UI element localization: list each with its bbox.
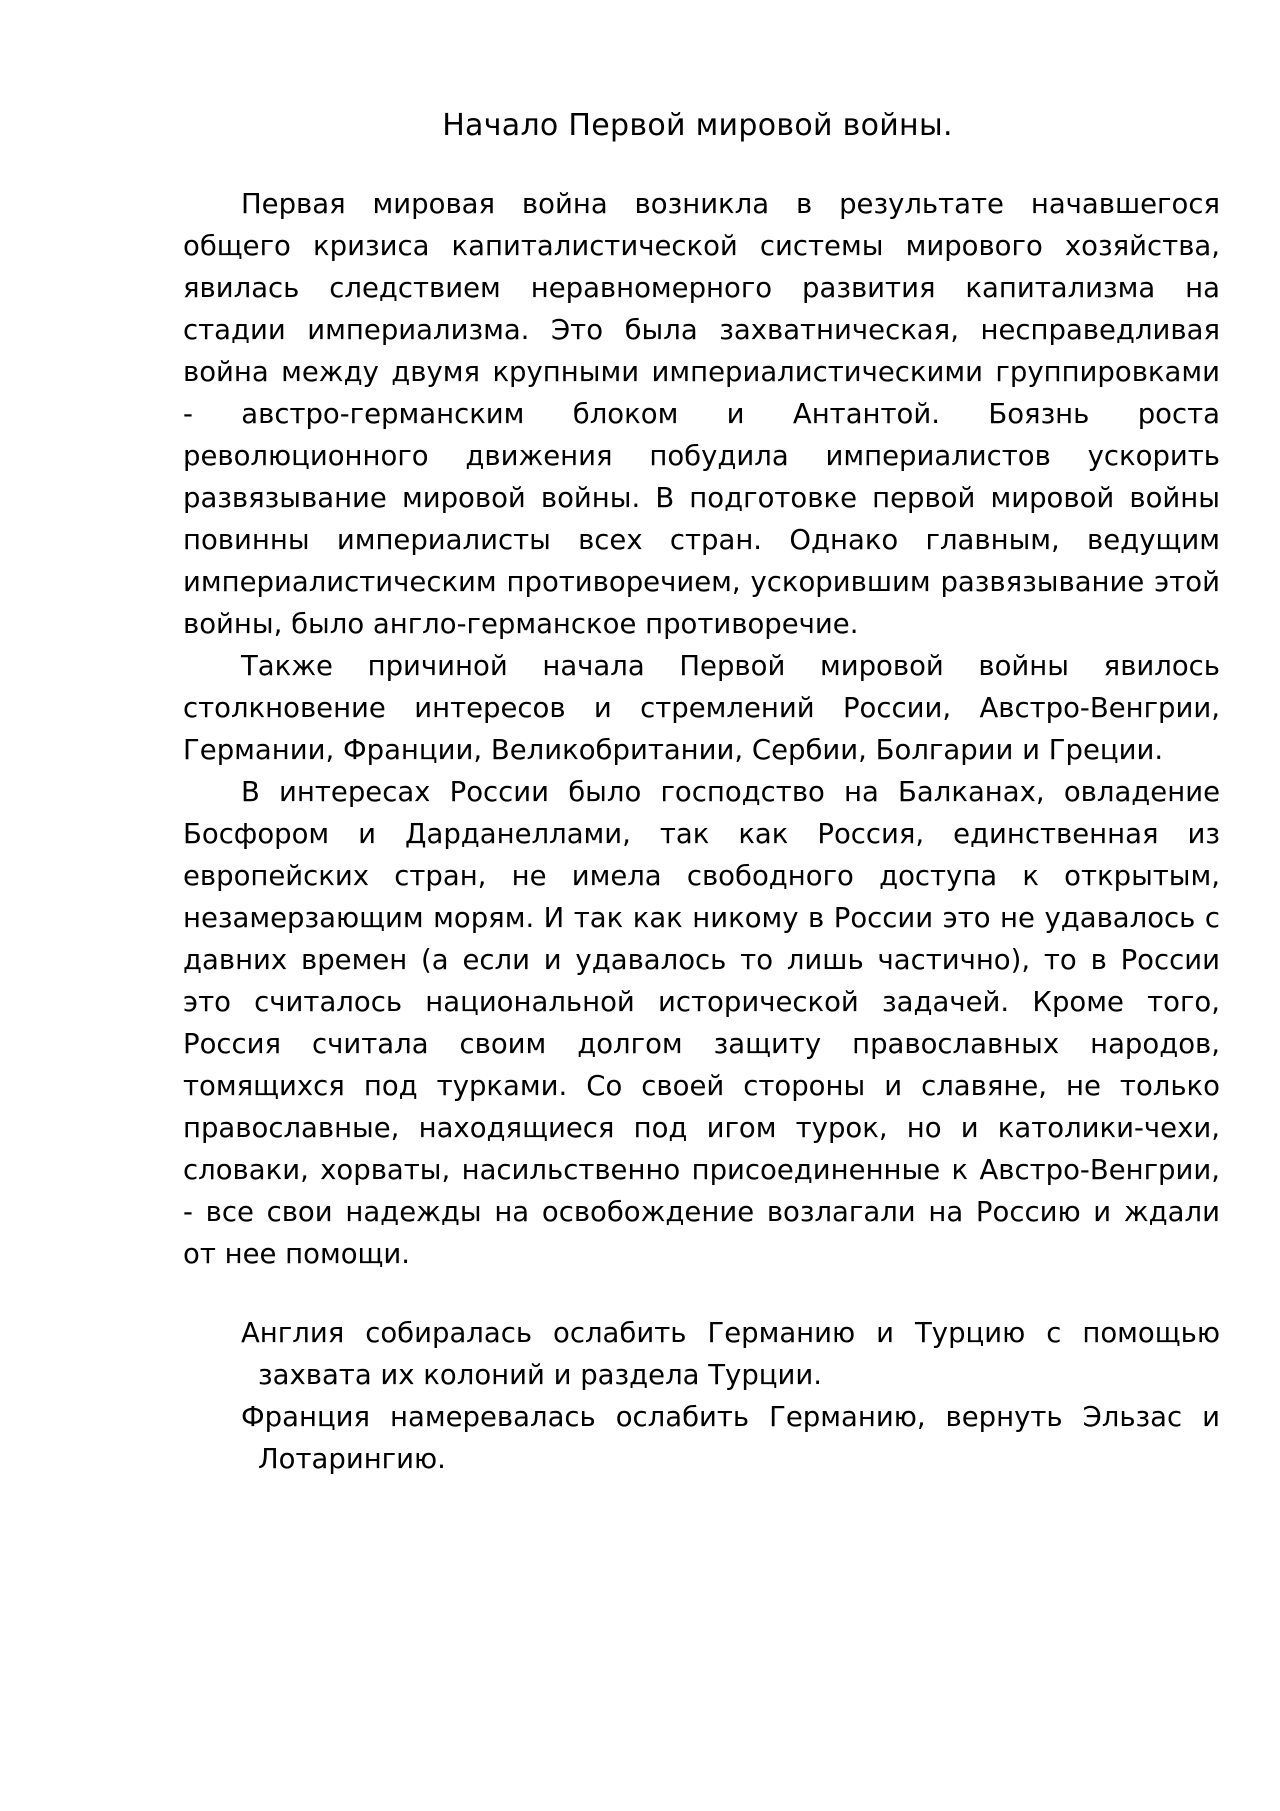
paragraph-causes: Первая мировая война возникла в результате начавшегося общего кризиса капиталистической системы мирового хозяйства, явилась следствием неравномерного развития капитализма на стадии империализма. Это была захватническая, несправедливая война между двумя крупными империалистическими группировками - австро-германским блоком и Антантой. Боязнь роста революционного движения побудила империалистов ускорить развязывание мировой войны. В подготовке первой мировой войны повинны империалисты всех стран. Однако главным, ведущим империалистическим противоречием, ускорившим развязывание этой войны, было англо-германское противоречие. <box>183 188 1220 640</box>
page-title: Начало Первой мировой войны. <box>442 108 953 143</box>
list-item-england-text: Англия собиралась ослабить Германию и Турцию с помощью захвата их колоний и раздела Турции. <box>241 1317 1220 1391</box>
document-body <box>183 183 1220 1480</box>
list-item-france-text: Франция намеревалась ослабить Германию, вернуть Эльзас и Лотарингию. <box>241 1401 1220 1475</box>
list-item-france <box>241 1396 1220 1480</box>
paragraph-russia-interests: В интересах России было господство на Балканах, овладение Босфором и Дарданеллами, так как Россия, единственная из европейских стран, не имела свободного доступа к открытым, незамерзающим морям. И так как никому в России это не удавалось с давних времен (а если и удавалось то лишь частично), то в России это считалось национальной исторической задачей. Кроме того, Россия считала своим долгом защиту православных народов, томящихся под турками. Со своей стороны и славяне, не только православные, находящиеся под игом турок, но и католики-чехи, словаки, хорваты, насильственно присоединенные к Австро-Венгрии, - все свои надежды на освобождение возлагали на Россию и ждали от нее помощи. <box>183 776 1220 1270</box>
country-goals-list <box>183 1312 1220 1480</box>
paragraph-conflict-of-interests: Также причиной начала Первой мировой войны явилось столкновение интересов и стремлений России, Австро-Венгрии, Германии, Франции, Великобритании, Сербии, Болгарии и Греции. <box>183 650 1220 766</box>
list-item-england <box>241 1312 1220 1396</box>
